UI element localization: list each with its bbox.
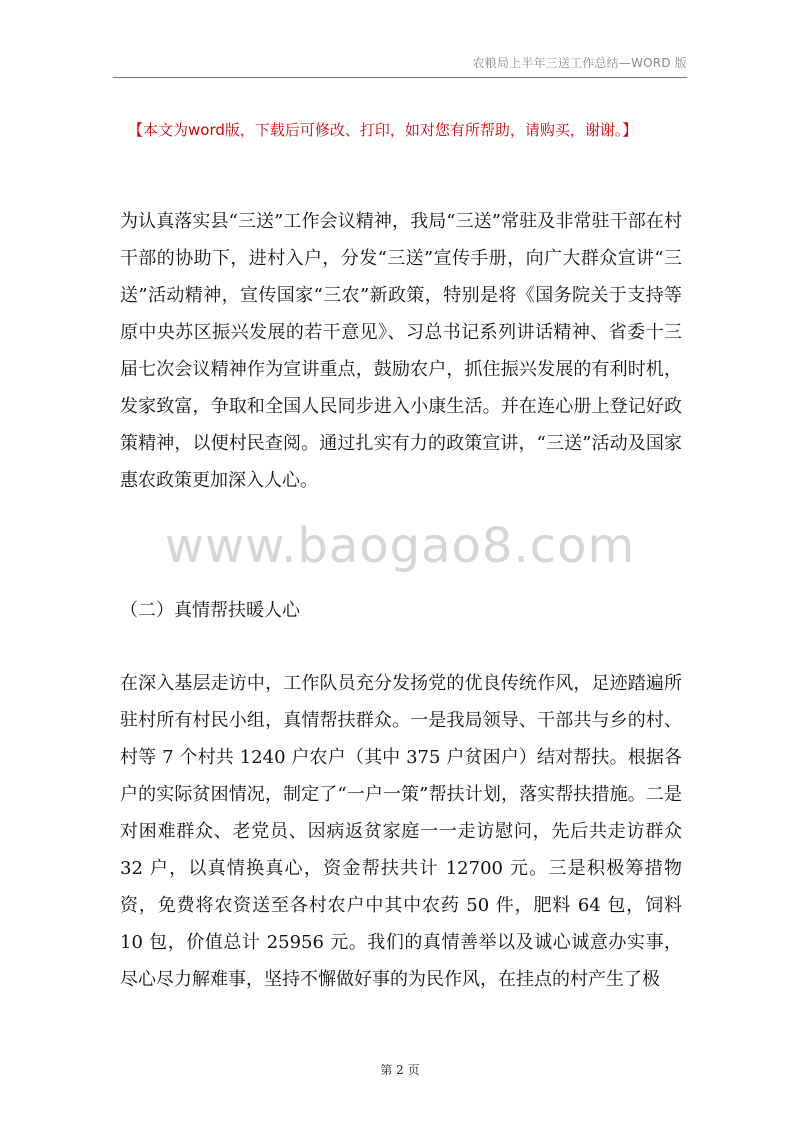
- watermark: www.baogao8.com: [164, 518, 636, 574]
- body-paragraph-2: 在深入基层走访中，工作队员充分发扬党的优良传统作风，足迹踏遍所驻村所有村民小组，真情帮扶群众。一是我局领导、干部共与乡的村、村等 7 个村共 1240 户农户（其中 375 户贫困户）结对帮扶。根据各户的实际贫困情况，制定了“一户一策”帮扶计划，落实帮扶措施。二是对困难群众、老党员、因病返贫家庭一一走访慰问，先后共走访群众 32 户，以真情换真心，资金帮扶共计 12700 元。三是积极筹措物资，免费将农资送至各村农户中其中农药 50 件，肥料 64 包，饲料 10 包，价值总计 25956 元。我们的真情善举以及诚心诚意办实事，尽心尽力解难事，坚持不懈做好事的为民作风，在挂点的村产生了极: [120, 673, 682, 990]
- purchase-notice: 【本文为word版，下载后可修改、打印，如对您有所帮助，请购买，谢谢。】: [128, 121, 638, 139]
- body-paragraph-1: 为认真落实县“三送”工作会议精神，我局“三送”常驻及非常驻干部在村干部的协助下，进村入户，分发“三送”宣传手册，向广大群众宣讲“三送”活动精神，宣传国家“三农”新政策，特别是将《国务院关于支持等原中央苏区振兴发展的若干意见》、习总书记系列讲话精神、省委十三届七次会议精神作为宣讲重点，鼓励农户，抓住振兴发展的有利时机，发家致富，争取和全国人民同步进入小康生活。并在连心册上登记好政策精神，以便村民查阅。通过扎实有力的政策宣讲，“三送”活动及国家惠农政策更加深入人心。: [120, 211, 682, 491]
- page-number: 第 2 页: [380, 1063, 420, 1077]
- header-divider: [113, 77, 687, 78]
- header-title: 农粮局上半年三送工作总结—WORD 版: [472, 56, 687, 70]
- section-subheading: （二）真情帮扶暖人心: [120, 600, 300, 621]
